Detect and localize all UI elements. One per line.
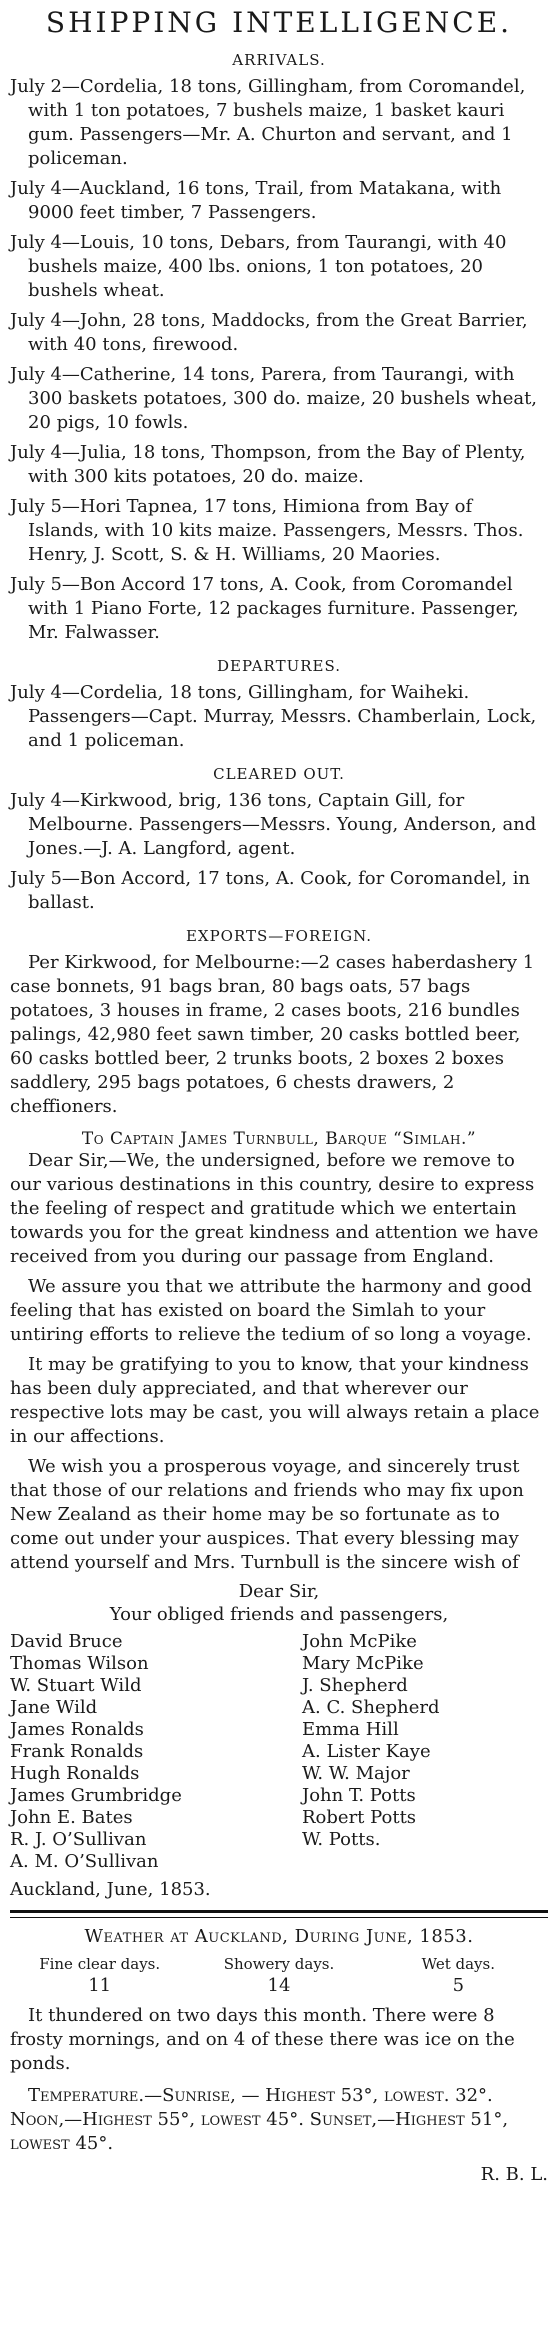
- arrival-entry: July 4—Auckland, 16 tons, Trail, from Matakana, with 9000 feet timber, 7 Passengers.: [10, 178, 502, 223]
- signer-name: David Bruce: [10, 1631, 123, 1652]
- signer-name: John T. Potts: [302, 1785, 416, 1806]
- letter-title: To Captain James Turnbull, Barque “Simlah.”: [81, 1129, 477, 1149]
- signer-name: J. Shepherd: [302, 1675, 408, 1696]
- stat-fine: [10, 1955, 189, 1996]
- cleared-out-list: [10, 789, 548, 915]
- signer-name: A. C. Shepherd: [302, 1697, 440, 1718]
- signer-name: Jane Wild: [10, 1697, 98, 1718]
- arrival-entry: July 2—Cordelia, 18 tons, Gillingham, from Coromandel, with 1 ton potatoes, 7 bushels maize, 1 basket kauri gum. Passengers—Mr. A. Churton and servant, and 1 policeman.: [10, 76, 526, 169]
- departures-heading: DEPARTURES.: [217, 657, 341, 675]
- stat-label: Fine clear days.: [39, 1955, 161, 1973]
- letter-paragraph: We assure you that we attribute the harmony and good feeling that has existed on board the Simlah to your untiring efforts to relieve the tedium of so long a voyage.: [10, 1276, 532, 1345]
- arrival-entry: July 4—Louis, 10 tons, Debars, from Taurangi, with 40 bushels maize, 400 lbs. onions, 1 ton potatoes, 20 bushels wheat.: [10, 232, 507, 301]
- arrival-entry: July 5—Bon Accord 17 tons, A. Cook, from Coromandel with 1 Piano Forte, 12 packages furniture. Passenger, Mr. Falwasser.: [10, 574, 519, 643]
- signer-name: Mary McPike: [302, 1653, 424, 1674]
- place-date: Auckland, June, 1853.: [10, 1879, 211, 1900]
- arrival-entry: July 4—John, 28 tons, Maddocks, from the Great Barrier, with 40 tons, firewood.: [10, 310, 528, 355]
- signer-name: John E. Bates: [10, 1807, 133, 1828]
- signer-name: Frank Ronalds: [10, 1741, 144, 1762]
- signer-name: Robert Potts: [302, 1807, 417, 1828]
- signer-name: Hugh Ronalds: [10, 1763, 140, 1784]
- signers-left-column: [10, 1631, 290, 1873]
- cleared-out-heading: CLEARED OUT.: [213, 765, 345, 783]
- signer-name: Thomas Wilson: [10, 1653, 149, 1674]
- signers-block: [10, 1631, 548, 1873]
- letter-paragraph: We wish you a prosperous voyage, and sincerely trust that those of our relations and friends who may fix upon New Zealand as their home may be so fortunate as to come out under your auspices. That every blessing may attend yourself and Mrs. Turnbull is the sincere wish of: [10, 1456, 524, 1573]
- signer-name: Emma Hill: [302, 1719, 399, 1740]
- arrival-entry: July 4—Julia, 18 tons, Thompson, from the Bay of Plenty, with 300 kits potatoes, 20 do. maize.: [10, 442, 526, 487]
- cleared-entry: July 5—Bon Accord, 17 tons, A. Cook, for Coromandel, in ballast.: [10, 868, 531, 913]
- cleared-entry: July 4—Kirkwood, brig, 136 tons, Captain Gill, for Melbourne. Passengers—Messrs. Young, Anderson, and Jones.—J. A. Langford, agent.: [10, 790, 537, 859]
- stat-value: 5: [452, 1975, 465, 1996]
- signer-name: W. Stuart Wild: [10, 1675, 142, 1696]
- stat-value: 11: [88, 1975, 112, 1996]
- exports-heading: EXPORTS—FOREIGN.: [185, 927, 373, 945]
- signer-name: A. Lister Kaye: [302, 1741, 431, 1762]
- signer-name: R. J. O’Sullivan: [10, 1829, 147, 1850]
- arrival-entry: July 5—Hori Tapnea, 17 tons, Himiona from Bay of Islands, with 10 kits maize. Passengers, Messrs. Thos. Henry, J. Scott, S. & H. Williams, 20 Maories.: [10, 496, 524, 565]
- arrivals-heading: ARRIVALS.: [232, 51, 326, 69]
- closing-line: Your obliged friends and passengers,: [109, 1604, 449, 1625]
- initials: R. B. L.: [480, 2164, 548, 2185]
- signer-name: John McPike: [302, 1631, 417, 1652]
- masthead-title: SHIPPING INTELLIGENCE.: [45, 6, 513, 39]
- newspaper-page: [0, 6, 558, 2342]
- arrivals-list: [10, 75, 548, 645]
- weather-note: It thundered on two days this month. There were 8 frosty mornings, and on 4 of these there was ice on the ponds.: [10, 2005, 515, 2074]
- arrival-entry: July 4—Catherine, 14 tons, Parera, from Taurangi, with 300 baskets potatoes, 300 do. maize, 20 bushels wheat, 20 pigs, 10 fowls.: [10, 364, 538, 433]
- signer-name: W. Potts.: [302, 1829, 381, 1850]
- section-divider: [10, 1910, 548, 1918]
- signers-right-column: [302, 1631, 548, 1873]
- departures-list: [10, 681, 548, 753]
- signer-name: A. M. O’Sullivan: [10, 1851, 159, 1872]
- letter-paragraph: Dear Sir,—We, the undersigned, before we remove to our various destinations in this country, desire to express the feeling of respect and gratitude which we entertain towards you for the great kindness and attention we have received from you during our passage from England.: [10, 1150, 539, 1267]
- stat-wet: [369, 1955, 548, 1996]
- stat-label: Wet days.: [421, 1955, 495, 1973]
- stat-value: 14: [267, 1975, 291, 1996]
- closing-line: Dear Sir,: [238, 1581, 320, 1602]
- weather-stats: [10, 1955, 548, 1996]
- departure-entry: July 4—Cordelia, 18 tons, Gillingham, for Waiheki. Passengers—Capt. Murray, Messrs. Chamberlain, Lock, and 1 policeman.: [10, 682, 537, 751]
- stat-label: Showery days.: [223, 1955, 335, 1973]
- signer-name: W. W. Major: [302, 1763, 410, 1784]
- weather-temperature: Temperature.—Sunrise, — Highest 53°, lowest. 32°. Noon,—Highest 55°, lowest 45°. Sunset,—Highest 51°, lowest 45°.: [10, 2085, 509, 2154]
- letter-paragraph: It may be gratifying to you to know, that your kindness has been duly appreciated, and that wherever our respective lots may be cast, you will always retain a place in our affections.: [10, 1354, 540, 1447]
- weather-title: Weather at Auckland, During June, 1853.: [84, 1926, 474, 1947]
- signer-name: James Grumbridge: [10, 1785, 182, 1806]
- exports-text: Per Kirkwood, for Melbourne:—2 cases haberdashery 1 case bonnets, 91 bags bran, 80 bags oats, 57 bags potatoes, 3 houses in frame, 2 cases boots, 216 bundles palings, 42,980 feet sawn timber, 20 casks bottled beer, 60 casks bottled beer, 2 trunks boots, 2 boxes 2 boxes saddlery, 295 bags potatoes, 6 chests drawers, 2 cheffioners.: [10, 952, 535, 1117]
- stat-showery: [189, 1955, 368, 1996]
- signer-name: James Ronalds: [10, 1719, 144, 1740]
